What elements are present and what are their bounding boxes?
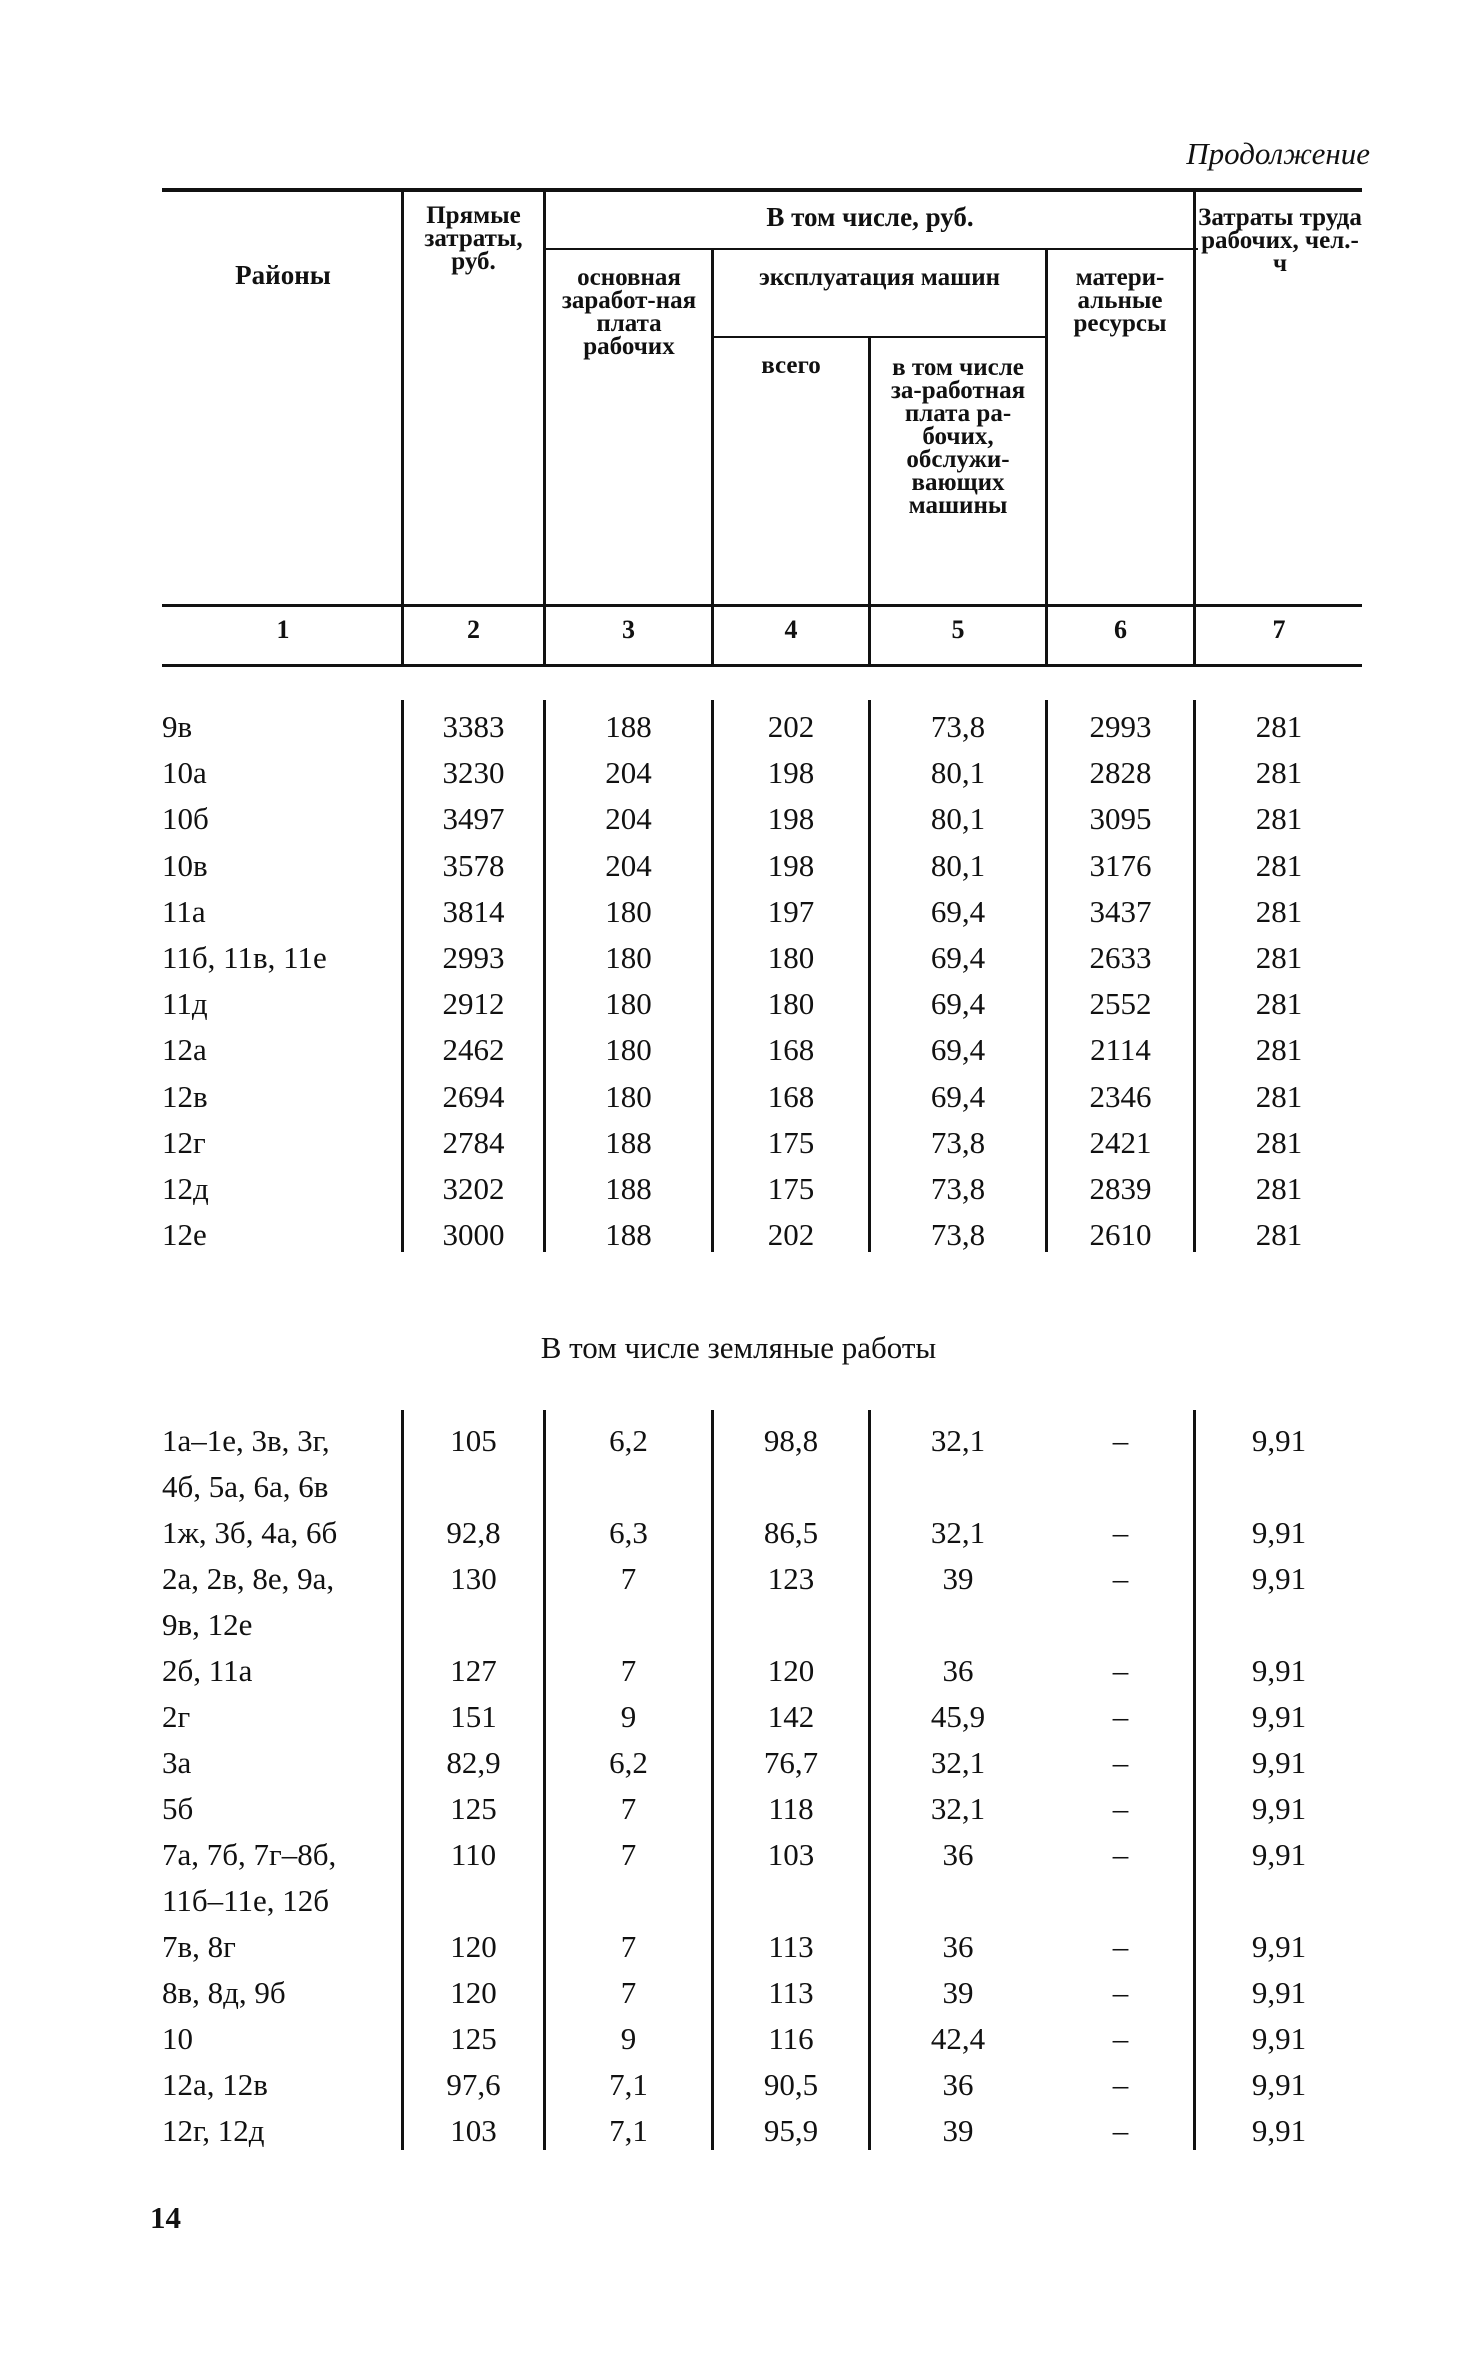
earth-row-region: 7а, 7б, 7г–8б, bbox=[162, 1837, 337, 1872]
cell-direct-costs: 3578 bbox=[442, 847, 505, 883]
cell-machine-total: 198 bbox=[767, 847, 815, 883]
cell-machine-total: 202 bbox=[767, 1217, 815, 1253]
earth-cell-labor: 9,91 bbox=[1251, 2113, 1307, 2148]
cell-direct-costs: 2912 bbox=[442, 986, 505, 1022]
cell-materials: 2993 bbox=[1089, 709, 1152, 744]
header-direct-costs bbox=[404, 204, 543, 273]
earth-cell-base-wage: 7,1 bbox=[609, 2067, 648, 2102]
cell-materials: 3437 bbox=[1089, 893, 1152, 929]
earth-cell-direct-costs: 125 bbox=[450, 2021, 497, 2056]
continuation-label: Продолжение bbox=[1186, 136, 1370, 171]
earth-cell-direct-costs: 120 bbox=[450, 1975, 497, 2010]
cell-labor: 281 bbox=[1255, 1171, 1303, 1206]
earth-cell-labor: 9,91 bbox=[1251, 1515, 1307, 1550]
earth-cell-labor: 9,91 bbox=[1251, 1423, 1307, 1458]
machine-group-rule bbox=[712, 336, 1046, 338]
page-number: 14 bbox=[150, 2200, 181, 2235]
earth-cell-labor: 9,91 bbox=[1251, 2021, 1307, 2056]
cell-machine-wage: 69,4 bbox=[930, 986, 986, 1022]
header-base-wage: основная заработ-ная плата рабочих bbox=[561, 264, 697, 360]
earth-cell-materials: – bbox=[1112, 2067, 1129, 2102]
earth-cell-materials: – bbox=[1112, 1837, 1129, 1872]
cell-machine-wage: 69,4 bbox=[930, 1078, 986, 1114]
header-labor: Затраты труда рабочих, чел.-ч bbox=[1198, 204, 1362, 277]
header-machine-operation: эксплуатация машин bbox=[758, 264, 1001, 291]
earth-cell-machine-total: 90,5 bbox=[763, 2067, 819, 2102]
earth-cell-machine-total: 142 bbox=[767, 1699, 815, 1734]
earth-cell-direct-costs: 130 bbox=[450, 1561, 497, 1596]
earth-row-region: 1а–1е, 3в, 3г, bbox=[162, 1423, 330, 1458]
colnum-1: 1 bbox=[276, 615, 290, 644]
cell-direct-costs: 3000 bbox=[442, 1217, 505, 1253]
earth-cell-base-wage: 6,3 bbox=[609, 1515, 648, 1550]
earth-cell-labor: 9,91 bbox=[1251, 1975, 1307, 2010]
earth-cell-base-wage: 7 bbox=[620, 1929, 637, 1964]
earth-cell-materials: – bbox=[1112, 2113, 1129, 2148]
earth-row-region-cont: 11б–11е, 12б bbox=[162, 1883, 330, 1918]
earth-cell-materials: – bbox=[1112, 1699, 1129, 1734]
earth-cell-materials: – bbox=[1112, 1745, 1129, 1780]
cell-machine-total: 168 bbox=[767, 1032, 815, 1068]
earth-cell-base-wage: 9 bbox=[620, 2021, 637, 2056]
cell-materials: 2633 bbox=[1089, 940, 1152, 975]
earth-cell-base-wage: 7 bbox=[620, 1837, 637, 1872]
table-top-rule bbox=[162, 188, 1362, 192]
earth-cell-labor: 9,91 bbox=[1251, 1791, 1307, 1826]
cell-base-wage: 204 bbox=[605, 755, 652, 791]
cell-direct-costs: 2694 bbox=[442, 1078, 505, 1114]
earth-row-region: 12а, 12в bbox=[162, 2067, 268, 2102]
earth-cell-machine-total: 76,7 bbox=[763, 1745, 819, 1780]
earth-cell-base-wage: 7 bbox=[620, 1561, 637, 1596]
cell-materials: 3176 bbox=[1089, 847, 1152, 883]
earth-cell-machine-total: 116 bbox=[768, 2021, 814, 2056]
earth-cell-base-wage: 6,2 bbox=[609, 1423, 648, 1458]
earth-cell-materials: – bbox=[1112, 2021, 1129, 2056]
cell-materials: 2828 bbox=[1089, 755, 1152, 791]
cell-direct-costs: 3497 bbox=[442, 801, 505, 837]
earth-cell-machine-total: 95,9 bbox=[763, 2113, 819, 2148]
earth-row-region: 1ж, 3б, 4а, 6б bbox=[162, 1515, 338, 1550]
table-row-region: 12д bbox=[162, 1171, 209, 1206]
cell-machine-wage: 73,8 bbox=[930, 709, 986, 744]
cell-labor: 281 bbox=[1255, 986, 1303, 1022]
cell-machine-total: 168 bbox=[767, 1078, 815, 1114]
earth-row-region: 7в, 8г bbox=[162, 1929, 236, 1964]
earth-row-region-cont: 4б, 5а, 6а, 6в bbox=[162, 1469, 329, 1504]
earth-cell-base-wage: 7,1 bbox=[609, 2113, 648, 2148]
header-regions: Районы bbox=[235, 260, 331, 290]
cell-direct-costs: 3383 bbox=[442, 709, 505, 744]
header-materials: матери-альные ресурсы bbox=[1073, 264, 1167, 337]
earth-cell-machine-total: 123 bbox=[767, 1561, 815, 1596]
earth-cell-direct-costs: 120 bbox=[450, 1929, 497, 1964]
header-bottom-rule bbox=[162, 604, 1362, 607]
earth-row-region: 12г, 12д bbox=[162, 2113, 265, 2148]
cell-direct-costs: 2462 bbox=[442, 1032, 505, 1068]
earth-row-region: 2а, 2в, 8е, 9а, bbox=[162, 1561, 335, 1596]
cell-machine-wage: 73,8 bbox=[930, 1124, 986, 1160]
colnum-bottom-rule bbox=[162, 664, 1362, 667]
table-row-region: 10б bbox=[162, 801, 209, 837]
table-row-region: 9в bbox=[162, 709, 193, 744]
earth-cell-materials: – bbox=[1112, 1791, 1129, 1826]
section-title: В том числе земляные работы bbox=[540, 1330, 937, 1365]
cell-machine-wage: 80,1 bbox=[930, 847, 986, 883]
cell-materials: 2839 bbox=[1089, 1171, 1152, 1206]
header-vline-5 bbox=[1045, 250, 1048, 666]
cell-base-wage: 188 bbox=[605, 1217, 652, 1253]
colnum-5: 5 bbox=[951, 615, 965, 644]
colnum-3: 3 bbox=[622, 615, 635, 644]
earth-cell-direct-costs: 110 bbox=[450, 1837, 497, 1872]
cell-materials: 2610 bbox=[1089, 1217, 1152, 1253]
cell-machine-wage: 69,4 bbox=[930, 940, 986, 975]
cell-base-wage: 180 bbox=[605, 1078, 652, 1114]
cell-labor: 281 bbox=[1255, 1124, 1303, 1160]
earth-cell-labor: 9,91 bbox=[1251, 1561, 1307, 1596]
cell-base-wage: 180 bbox=[605, 986, 652, 1022]
cell-machine-wage: 73,8 bbox=[930, 1217, 986, 1253]
earth-cell-machine-total: 103 bbox=[767, 1837, 815, 1872]
earth-row-region: 8в, 8д, 9б bbox=[162, 1975, 286, 2010]
cell-direct-costs: 2993 bbox=[442, 940, 505, 975]
cell-base-wage: 188 bbox=[605, 1124, 652, 1160]
cell-machine-total: 202 bbox=[767, 709, 815, 744]
earth-cell-machine-total: 98,8 bbox=[763, 1423, 819, 1458]
earth-cell-direct-costs: 127 bbox=[450, 1653, 497, 1688]
colnum-7: 7 bbox=[1272, 615, 1286, 644]
header-direct-costs-text: Прямые затраты, руб. bbox=[424, 202, 523, 275]
table-row-region: 12е bbox=[162, 1217, 207, 1253]
cell-base-wage: 188 bbox=[605, 1171, 652, 1206]
cell-base-wage: 180 bbox=[605, 940, 652, 975]
cell-materials: 3095 bbox=[1089, 801, 1152, 837]
cell-base-wage: 180 bbox=[605, 1032, 652, 1068]
earth-cell-machine-total: 113 bbox=[768, 1975, 814, 2010]
cell-machine-wage: 69,4 bbox=[930, 1032, 986, 1068]
earth-cell-machine-wage: 39 bbox=[942, 2113, 974, 2148]
cell-labor: 281 bbox=[1255, 1217, 1303, 1253]
earth-row-region: 2б, 11а bbox=[162, 1653, 253, 1688]
cell-machine-total: 175 bbox=[767, 1124, 815, 1160]
earth-cell-direct-costs: 82,9 bbox=[446, 1745, 501, 1780]
earth-cell-base-wage: 9 bbox=[620, 1699, 637, 1734]
earth-cell-materials: – bbox=[1112, 1653, 1129, 1688]
cell-labor: 281 bbox=[1255, 1078, 1303, 1114]
earth-cell-labor: 9,91 bbox=[1251, 2067, 1307, 2102]
header-machine-wage: в том числе за-работная плата ра-бочих, обслужи-вающих машины bbox=[890, 354, 1026, 519]
cell-labor: 281 bbox=[1255, 755, 1303, 791]
cell-labor: 281 bbox=[1255, 940, 1303, 975]
cell-machine-total: 198 bbox=[767, 755, 815, 791]
cell-labor: 281 bbox=[1255, 801, 1303, 837]
table-row-region: 12в bbox=[162, 1078, 208, 1114]
earth-cell-base-wage: 6,2 bbox=[609, 1745, 648, 1780]
cell-materials: 2421 bbox=[1089, 1124, 1152, 1160]
cell-materials: 2552 bbox=[1089, 986, 1152, 1022]
cell-machine-total: 175 bbox=[767, 1171, 815, 1206]
earth-row-region: 2г bbox=[162, 1699, 191, 1734]
earth-cell-direct-costs: 97,6 bbox=[446, 2067, 501, 2102]
earth-cell-machine-wage: 36 bbox=[942, 2067, 974, 2102]
earth-cell-materials: – bbox=[1112, 1423, 1129, 1458]
cell-direct-costs: 3814 bbox=[442, 893, 505, 929]
earth-cell-machine-total: 113 bbox=[768, 1929, 814, 1964]
header-machine-total: всего bbox=[761, 352, 821, 379]
cell-labor: 281 bbox=[1255, 709, 1303, 744]
table-row-region: 11д bbox=[162, 986, 208, 1022]
including-group-rule bbox=[544, 248, 1198, 250]
table-row-region: 10а bbox=[162, 755, 207, 791]
cell-direct-costs: 3202 bbox=[442, 1171, 505, 1206]
header-including-group: В том числе, руб. bbox=[766, 202, 974, 232]
earth-cell-base-wage: 7 bbox=[620, 1975, 637, 2010]
earth-row-region: 10 bbox=[162, 2021, 193, 2056]
cell-materials: 2346 bbox=[1089, 1078, 1152, 1114]
earth-cell-materials: – bbox=[1112, 1515, 1129, 1550]
earth-cell-machine-wage: 32,1 bbox=[930, 1515, 986, 1550]
earth-cell-labor: 9,91 bbox=[1251, 1653, 1307, 1688]
earth-cell-machine-total: 118 bbox=[768, 1791, 814, 1826]
earth-cell-machine-wage: 32,1 bbox=[930, 1745, 986, 1780]
cell-base-wage: 180 bbox=[605, 893, 652, 929]
earth-cell-machine-wage: 32,1 bbox=[930, 1791, 986, 1826]
table-row-region: 11б, 11в, 11е bbox=[162, 940, 327, 975]
earth-cell-machine-wage: 36 bbox=[942, 1929, 974, 1964]
cell-machine-wage: 69,4 bbox=[930, 893, 986, 929]
earth-cell-machine-wage: 32,1 bbox=[930, 1423, 986, 1458]
earth-cell-machine-total: 120 bbox=[767, 1653, 815, 1688]
earth-row-region: 3а bbox=[162, 1745, 192, 1780]
earth-row-region: 5б bbox=[162, 1791, 194, 1826]
header-vline-6 bbox=[1193, 190, 1196, 666]
cell-direct-costs: 3230 bbox=[442, 755, 505, 791]
table-row-region: 10в bbox=[162, 847, 208, 883]
table-row-region: 11а bbox=[162, 893, 206, 929]
earth-cell-labor: 9,91 bbox=[1251, 1699, 1307, 1734]
cell-machine-total: 180 bbox=[767, 986, 815, 1022]
cell-materials: 2114 bbox=[1090, 1032, 1151, 1068]
earth-cell-materials: – bbox=[1112, 1929, 1129, 1964]
cell-labor: 281 bbox=[1255, 893, 1303, 929]
earth-cell-materials: – bbox=[1112, 1975, 1129, 2010]
earth-cell-direct-costs: 105 bbox=[450, 1423, 497, 1458]
cell-machine-wage: 80,1 bbox=[930, 755, 986, 791]
cell-machine-total: 180 bbox=[767, 940, 815, 975]
colnum-6: 6 bbox=[1114, 615, 1127, 644]
cell-machine-wage: 80,1 bbox=[930, 801, 986, 837]
cell-machine-total: 198 bbox=[767, 801, 815, 837]
earth-cell-direct-costs: 125 bbox=[450, 1791, 497, 1826]
cell-machine-total: 197 bbox=[767, 893, 815, 929]
cell-base-wage: 188 bbox=[605, 709, 652, 744]
earth-cell-labor: 9,91 bbox=[1251, 1837, 1307, 1872]
header-vline-2 bbox=[543, 190, 546, 666]
colnum-4: 4 bbox=[784, 615, 798, 644]
earth-cell-machine-wage: 36 bbox=[942, 1837, 974, 1872]
cell-labor: 281 bbox=[1255, 1032, 1303, 1068]
earth-cell-materials: – bbox=[1112, 1561, 1129, 1596]
cell-machine-wage: 73,8 bbox=[930, 1171, 986, 1206]
cell-base-wage: 204 bbox=[605, 847, 652, 883]
cell-direct-costs: 2784 bbox=[442, 1124, 505, 1160]
earth-cell-machine-wage: 42,4 bbox=[930, 2021, 986, 2056]
cell-base-wage: 204 bbox=[605, 801, 652, 837]
earth-cell-base-wage: 7 bbox=[620, 1791, 637, 1826]
earth-cell-machine-wage: 45,9 bbox=[930, 1699, 986, 1734]
earth-cell-machine-wage: 39 bbox=[942, 1975, 974, 2010]
earth-cell-direct-costs: 151 bbox=[450, 1699, 497, 1734]
cell-labor: 281 bbox=[1255, 847, 1303, 883]
colnum-2: 2 bbox=[467, 615, 480, 644]
earth-cell-base-wage: 7 bbox=[620, 1653, 637, 1688]
earth-row-region-cont: 9в, 12е bbox=[162, 1607, 253, 1642]
earth-cell-labor: 9,91 bbox=[1251, 1929, 1307, 1964]
earth-cell-direct-costs: 92,8 bbox=[446, 1515, 501, 1550]
earth-cell-machine-wage: 36 bbox=[942, 1653, 974, 1688]
earth-cell-direct-costs: 103 bbox=[450, 2113, 497, 2148]
earth-cell-machine-total: 86,5 bbox=[763, 1515, 819, 1550]
table-row-region: 12а bbox=[162, 1032, 207, 1068]
earth-cell-labor: 9,91 bbox=[1251, 1745, 1307, 1780]
header-vline-3 bbox=[711, 250, 714, 666]
table-row-region: 12г bbox=[162, 1124, 206, 1160]
earth-cell-machine-wage: 39 bbox=[942, 1561, 974, 1596]
